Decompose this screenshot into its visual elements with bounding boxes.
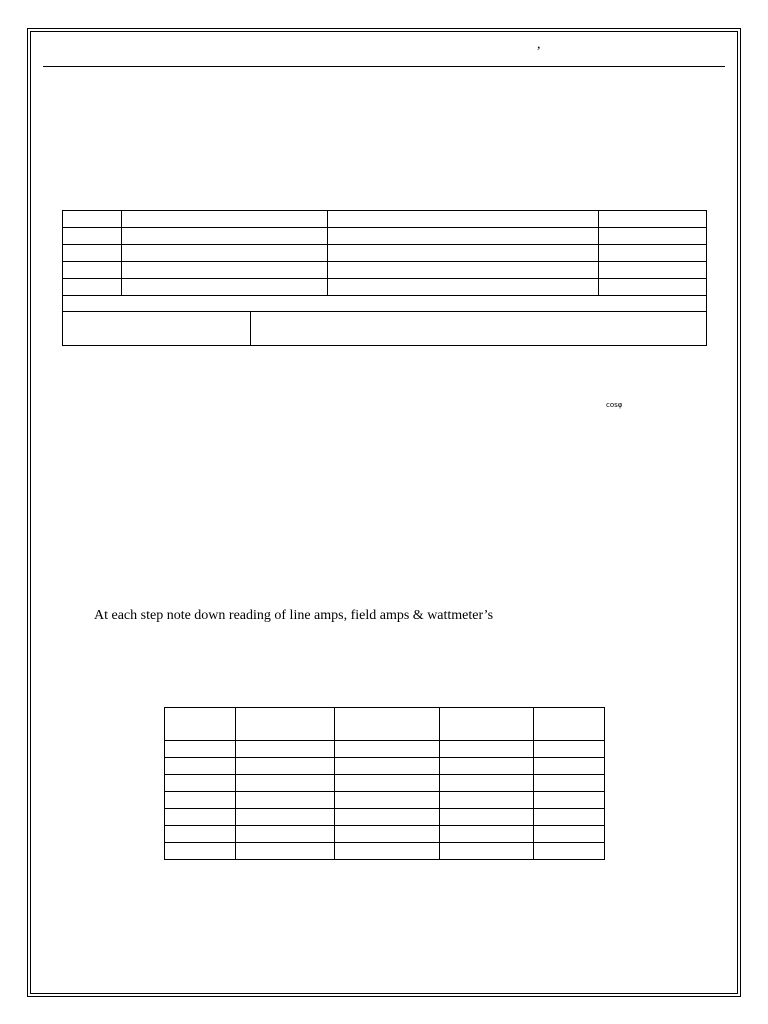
table-cell: [534, 809, 605, 826]
table-row: [63, 228, 707, 245]
table-cell: [327, 211, 599, 228]
table-cell: [121, 262, 327, 279]
table-row: [63, 296, 707, 312]
table-cell: [63, 245, 122, 262]
table-header-row: [165, 708, 605, 741]
table-row: [165, 792, 605, 809]
table-cell: [534, 708, 605, 741]
table-row: [165, 809, 605, 826]
table-cell: [334, 741, 440, 758]
table-cell: [165, 708, 236, 741]
table-cell: [235, 809, 334, 826]
table-cell: [334, 809, 440, 826]
table-cell: [440, 708, 534, 741]
table-cell: [599, 228, 707, 245]
table-cell: [165, 826, 236, 843]
table-cell: [440, 758, 534, 775]
table-cell: [235, 792, 334, 809]
table-row: [63, 262, 707, 279]
table-cell: [235, 708, 334, 741]
table-row: [165, 826, 605, 843]
table-cell: [165, 809, 236, 826]
table-cell: [165, 843, 236, 860]
table-cell: [534, 775, 605, 792]
table-cell: [327, 228, 599, 245]
table-cell: [599, 245, 707, 262]
table-row: [63, 279, 707, 296]
table-cell: [599, 262, 707, 279]
table-cell: [121, 279, 327, 296]
table-cell: [63, 262, 122, 279]
table-cell: [334, 775, 440, 792]
table-row: [165, 843, 605, 860]
table-cell: [327, 245, 599, 262]
table-cell: [334, 708, 440, 741]
table-cell: [121, 211, 327, 228]
table-cell: [440, 775, 534, 792]
table-cell: [440, 792, 534, 809]
table-row: [165, 758, 605, 775]
table-cell: [327, 262, 599, 279]
header-mark: ,: [537, 37, 541, 52]
table-cell: [534, 741, 605, 758]
table-cell: [599, 279, 707, 296]
table-cell: [235, 758, 334, 775]
specification-table: [62, 210, 707, 312]
table-cell: [334, 758, 440, 775]
observation-table: [164, 707, 605, 860]
table-cell: [121, 245, 327, 262]
table-cell: [63, 312, 251, 346]
table-cell: [440, 843, 534, 860]
table-cell: [63, 211, 122, 228]
table-cell: [599, 211, 707, 228]
cos-phi-label: cosφ: [606, 401, 623, 409]
table-cell: [165, 758, 236, 775]
table-cell: [235, 843, 334, 860]
table-cell: [534, 758, 605, 775]
table-cell: [440, 741, 534, 758]
table-cell: [121, 228, 327, 245]
table-row: [63, 312, 707, 346]
table-row: [63, 245, 707, 262]
table-row: [165, 741, 605, 758]
table-row: [165, 775, 605, 792]
table-cell: [165, 775, 236, 792]
table-cell: [534, 792, 605, 809]
table-cell: [235, 741, 334, 758]
table-cell: [534, 826, 605, 843]
table-cell: [534, 843, 605, 860]
table-cell: [440, 809, 534, 826]
table-cell: [235, 775, 334, 792]
table-cell: [250, 312, 706, 346]
table-cell: [327, 279, 599, 296]
table-cell: [63, 296, 707, 312]
table-cell: [334, 792, 440, 809]
table-cell: [334, 843, 440, 860]
table-cell: [63, 279, 122, 296]
table-row: [63, 211, 707, 228]
table-cell: [235, 826, 334, 843]
specification-table-footer: [62, 311, 707, 346]
table-cell: [440, 826, 534, 843]
table-cell: [165, 792, 236, 809]
table-cell: [334, 826, 440, 843]
table-cell: [63, 228, 122, 245]
table-cell: [165, 741, 236, 758]
header-rule: [43, 66, 725, 67]
procedure-instruction: At each step note down reading of line amps, field amps & wattmeter’s: [94, 608, 494, 623]
